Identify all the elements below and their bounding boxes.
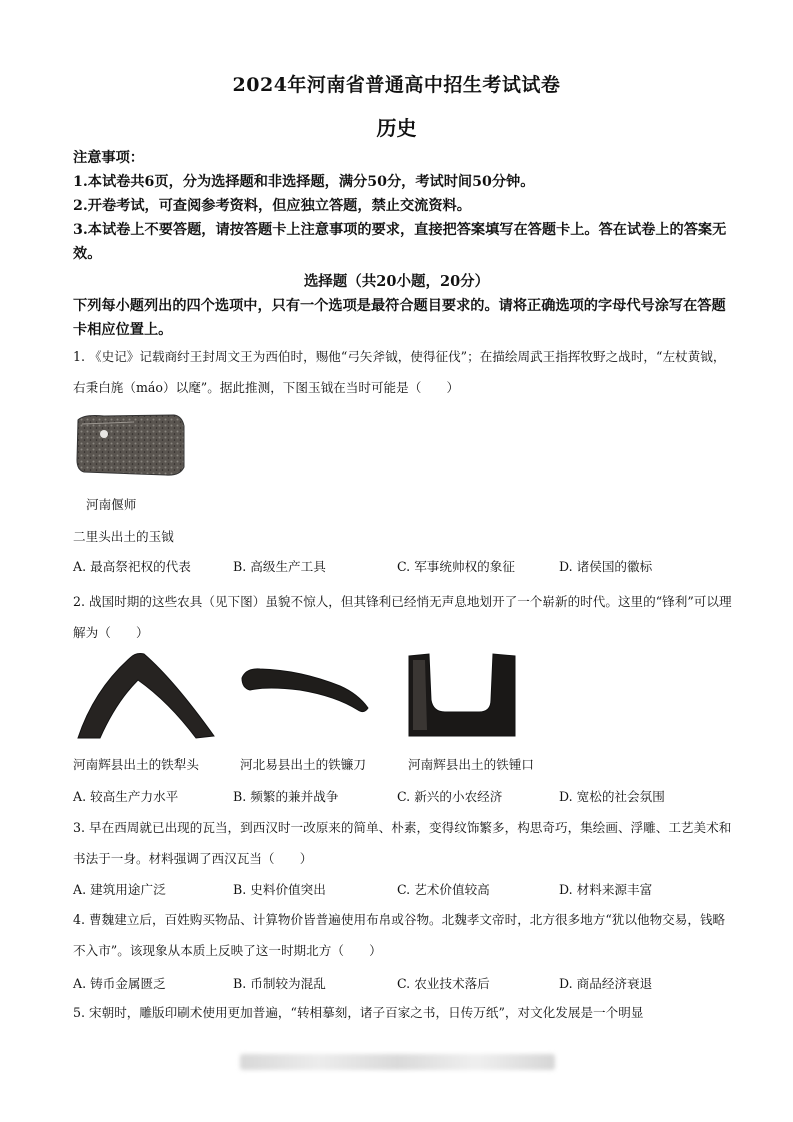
- q3-option-b[interactable]: B. 史料价值突出: [233, 882, 326, 897]
- question-1-text: 1. 《史记》记载商纣王封周文王为西伯时，赐他“弓矢斧钺，使得征伐”；在描绘周武王指挥牧野之战时，“左杖黄钺，右秉白旄（máo）以麾”。据此推测，下图玉钺在当时可能是（ ）: [73, 349, 726, 395]
- notice-item-1: 1.本试卷共6页，分为选择题和非选择题，满分50分，考试时间50分钟。: [73, 174, 535, 190]
- q4-option-d[interactable]: D. 商品经济衰退: [559, 976, 653, 991]
- question-3-options: [73, 879, 733, 899]
- q2-image-caption-2: 河北易县出土的铁镰刀: [240, 757, 366, 772]
- q1-image-caption-1: 河南偃师: [86, 497, 137, 512]
- section-title: 选择题（共20小题，20分）: [303, 273, 490, 290]
- q1-option-d[interactable]: D. 诸侯国的徽标: [559, 559, 653, 574]
- q2-option-d[interactable]: D. 宽松的社会氛围: [559, 789, 665, 804]
- q4-option-b[interactable]: B. 币制较为混乱: [233, 976, 326, 991]
- question-1-options: [73, 556, 733, 576]
- q1-image-caption-2: 二里头出土的玉钺: [73, 529, 174, 544]
- q2-image-caption-1: 河南辉县出土的铁犁头: [73, 757, 199, 772]
- q4-option-c[interactable]: C. 农业技术落后: [397, 976, 490, 991]
- question-3-text: 3. 早在西周就已出现的瓦当，到西汉时一改原来的简单、朴素，变得纹饰繁多，构思奇巧，集绘画、浮雕、工艺美术和书法于一身。材料强调了西汉瓦当（ ）: [73, 820, 732, 866]
- iron-spade-image: [405, 650, 518, 740]
- q1-option-c[interactable]: C. 军事统帅权的象征: [397, 559, 515, 574]
- jade-yue-image: [74, 412, 186, 478]
- q3-option-d[interactable]: D. 材料来源丰富: [559, 882, 653, 897]
- q1-option-b[interactable]: B. 高级生产工具: [233, 559, 326, 574]
- q1-option-a[interactable]: A. 最高祭祀权的代表: [73, 559, 191, 574]
- q2-image-caption-3: 河南辉县出土的铁锺口: [408, 757, 534, 772]
- notice-item-2: 2.开卷考试，可查阅参考资料，但应独立答题，禁止交流资料。: [73, 198, 471, 214]
- q3-option-a[interactable]: A. 建筑用途广泛: [73, 882, 166, 897]
- q2-option-b[interactable]: B. 频繁的兼并战争: [233, 789, 339, 804]
- q2-option-a[interactable]: A. 较高生产力水平: [73, 789, 179, 804]
- question-2-options: [73, 786, 733, 806]
- exam-title: 2024年河南省普通高中招生考试试卷: [232, 74, 561, 96]
- question-5-text: 5. 宋朝时，雕版印刷术使用更加普遍，“转相摹刻，诸子百家之书，日传万纸”，对文化发展是一个明显: [73, 1005, 644, 1020]
- q4-option-a[interactable]: A. 铸币金属匮乏: [73, 976, 166, 991]
- question-4-options: [73, 973, 733, 993]
- q3-option-c[interactable]: C. 艺术价值较高: [397, 882, 490, 897]
- iron-plow-image: [74, 650, 219, 742]
- section-instruction: 下列每小题列出的四个选项中，只有一个选项是最符合题目要求的。请将正确选项的字母代号涂写在答题卡相应位置上。: [73, 298, 726, 338]
- notice-heading: 注意事项：: [73, 150, 144, 166]
- iron-sickle-image: [240, 664, 372, 718]
- question-2-text: 2. 战国时期的这些农具（见下图）虽貌不惊人，但其锋利已经悄无声息地划开了一个崭新的时代。这里的“锋利”可以理解为（ ）: [73, 594, 732, 640]
- subject-title: 历史: [376, 116, 417, 140]
- blurred-footer-watermark: [240, 1054, 555, 1070]
- notice-item-3: 3.本试卷上不要答题，请按答题卡上注意事项的要求，直接把答案填写在答题卡上。答在试卷上的答案无效。: [73, 222, 727, 262]
- question-4-text: 4. 曹魏建立后，百姓购买物品、计算物价皆普遍使用布帛或谷物。北魏孝文帝时，北方很多地方“犹以他物交易，钱略不入市”。该现象从本质上反映了这一时期北方（ ）: [73, 912, 726, 958]
- q2-option-c[interactable]: C. 新兴的小农经济: [397, 789, 503, 804]
